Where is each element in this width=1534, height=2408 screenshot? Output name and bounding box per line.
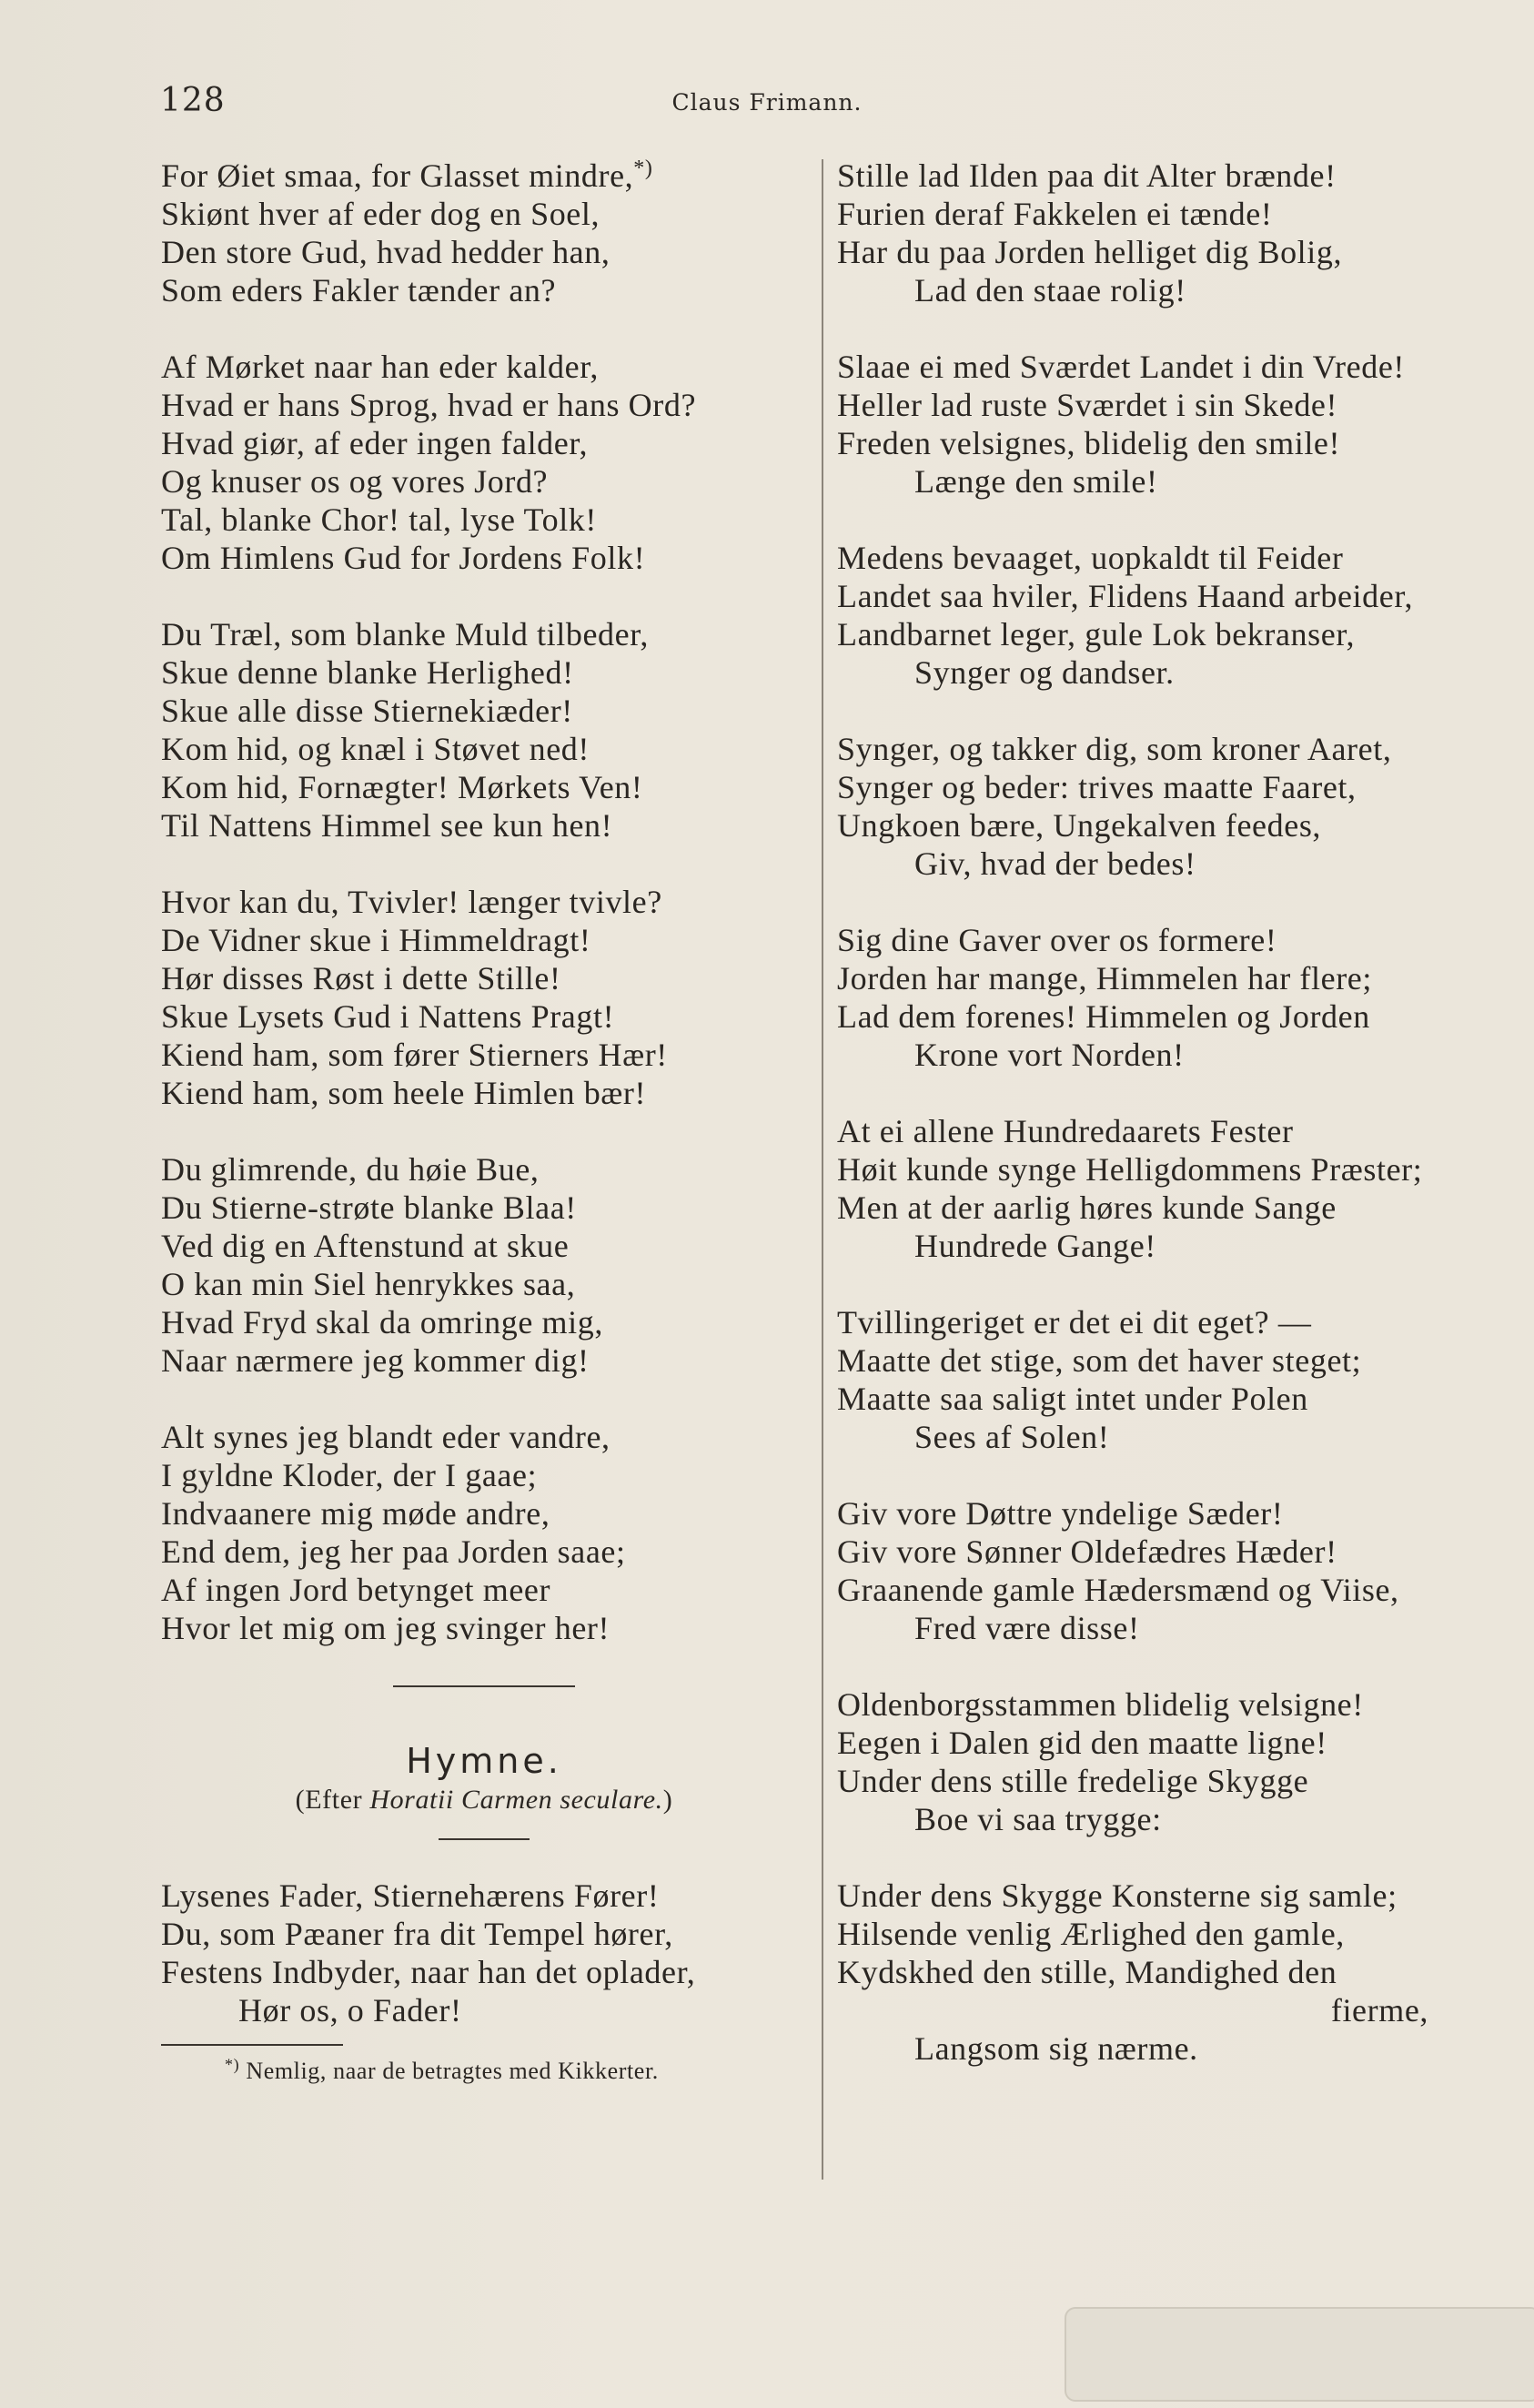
poem-line: Furien deraf Fakkelen ei tænde! bbox=[837, 196, 1273, 232]
poem-line: Kom hid, og knæl i Støvet ned! bbox=[161, 731, 590, 767]
poem-stanza bbox=[161, 883, 807, 1112]
poem-line: Høit kunde synge Helligdommens Præster; bbox=[837, 1151, 1423, 1188]
poem-line: Og knuser os og vores Jord? bbox=[161, 463, 549, 500]
poem-line: Synger, og takker dig, som kroner Aaret, bbox=[837, 731, 1392, 767]
column-divider bbox=[822, 159, 823, 2180]
running-head: Claus Frimann. bbox=[671, 89, 863, 116]
poem-stanza bbox=[161, 1150, 807, 1380]
poem-stanza bbox=[837, 1303, 1492, 1456]
poem-stanza bbox=[837, 539, 1492, 692]
poem-line: Jorden har mange, Himmelen har flere; bbox=[837, 960, 1372, 997]
poem-line: Hvad Fryd skal da omringe mig, bbox=[161, 1304, 603, 1341]
poem-line: Fred være disse! bbox=[914, 1610, 1140, 1646]
poem-line: Landbarnet leger, gule Lok bekranser, bbox=[837, 616, 1356, 653]
poem-line: Sig dine Gaver over os formere! bbox=[837, 922, 1277, 958]
poem-line: Giv vore Døttre yndelige Sæder! bbox=[837, 1495, 1284, 1532]
poem-line: Giv, hvad der bedes! bbox=[914, 845, 1196, 882]
poem-line: Kiend ham, som fører Stierners Hær! bbox=[161, 1037, 668, 1073]
page-number: 128 bbox=[160, 82, 226, 119]
poem-line: For Øiet smaa, for Glasset mindre,*) bbox=[161, 157, 653, 194]
poem-line: Slaae ei med Sværdet Landet i din Vrede! bbox=[837, 349, 1405, 385]
poem-line: Maatte saa saligt intet under Polen bbox=[837, 1381, 1308, 1417]
poem-stanza bbox=[837, 1877, 1492, 2068]
poem-stanza bbox=[161, 348, 807, 577]
poem-line: De Vidner skue i Himmeldragt! bbox=[161, 922, 591, 958]
poem-line: Hilsende venlig Ærlighed den gamle, bbox=[837, 1916, 1345, 1952]
poem-line: Hvor kan du, Tvivler! længer tvivle? bbox=[161, 884, 662, 920]
footnote: *) Nemlig, naar de betragtes med Kikkerter. bbox=[225, 2055, 659, 2084]
poem-line: Men at der aarlig høres kunde Sange bbox=[837, 1189, 1337, 1226]
footnote-rule bbox=[161, 2044, 343, 2046]
poem-line: Synger og dandser. bbox=[914, 654, 1175, 691]
hymn-stanza bbox=[161, 1877, 807, 2029]
poem-stanza bbox=[837, 730, 1492, 883]
poem-line: Stille lad Ilden paa dit Alter brænde! bbox=[837, 157, 1337, 194]
poem-line: Du Stierne-strøte blanke Blaa! bbox=[161, 1189, 577, 1226]
poem-line: At ei allene Hundredaarets Fester bbox=[837, 1113, 1294, 1149]
poem-line: Tal, blanke Chor! tal, lyse Tolk! bbox=[161, 501, 597, 538]
poem-line: Naar nærmere jeg kommer dig! bbox=[161, 1342, 590, 1379]
poem-line: Krone vort Norden! bbox=[914, 1037, 1185, 1073]
poem-line: Om Himlens Gud for Jordens Folk! bbox=[161, 540, 646, 576]
poem-line: Hvor let mig om jeg svinger her! bbox=[161, 1610, 611, 1646]
poem-line: Du Træl, som blanke Muld tilbeder, bbox=[161, 616, 649, 653]
poem-line: Ungkoen bære, Ungekalven feedes, bbox=[837, 807, 1322, 844]
library-stamp bbox=[1065, 2307, 1534, 2402]
poem-line: Maatte det stige, som det haver steget; bbox=[837, 1342, 1362, 1379]
poem-line: Skue denne blanke Herlighed! bbox=[161, 654, 574, 691]
poem-line: Kiend ham, som heele Himlen bær! bbox=[161, 1075, 647, 1111]
poem-line: Du, som Pæaner fra dit Tempel hører, bbox=[161, 1916, 673, 1952]
poem-line: Lysenes Fader, Stiernehærens Fører! bbox=[161, 1877, 660, 1914]
poem-stanza bbox=[837, 1112, 1492, 1265]
poem-line: Alt synes jeg blandt eder vandre, bbox=[161, 1419, 611, 1455]
poem-line: Graanende gamle Hædersmænd og Viise, bbox=[837, 1572, 1399, 1608]
poem-line: Hvad er hans Sprog, hvad er hans Ord? bbox=[161, 387, 697, 423]
poem-line: Som eders Fakler tænder an? bbox=[161, 272, 557, 309]
poem-line: Af Mørket naar han eder kalder, bbox=[161, 349, 599, 385]
poem-line: Heller lad ruste Sværdet i sin Skede! bbox=[837, 387, 1338, 423]
hymn-subtitle: (Efter Horatii Carmen seculare.) bbox=[295, 1785, 673, 1815]
poem-line: Den store Gud, hvad hedder han, bbox=[161, 234, 611, 270]
poem-line: Skue Lysets Gud i Nattens Pragt! bbox=[161, 998, 615, 1035]
right-column bbox=[837, 157, 1492, 2106]
poem-line: fierme, bbox=[1330, 1992, 1428, 2029]
poem-line: Medens bevaaget, uopkaldt til Feider bbox=[837, 540, 1344, 576]
poem-stanza bbox=[837, 157, 1492, 309]
poem-line: Landet saa hviler, Flidens Haand arbeider, bbox=[837, 578, 1414, 614]
poem-line: Skue alle disse Stiernekiæder! bbox=[161, 693, 573, 729]
poem-stanza bbox=[837, 348, 1492, 501]
poem-line: Under dens stille fredelige Skygge bbox=[837, 1763, 1309, 1799]
poem-line: Har du paa Jorden helliget dig Bolig, bbox=[837, 234, 1343, 270]
poem-line: Under dens Skygge Konsterne sig samle; bbox=[837, 1877, 1398, 1914]
poem-line: Lad dem forenes! Himmelen og Jorden bbox=[837, 998, 1370, 1035]
poem-line: Ved dig en Aftenstund at skue bbox=[161, 1228, 570, 1264]
poem-line: Af ingen Jord betynget meer bbox=[161, 1572, 551, 1608]
section-divider bbox=[393, 1685, 575, 1687]
poem-line: Hør disses Røst i dette Stille! bbox=[161, 960, 561, 997]
poem-line: Synger og beder: trives maatte Faaret, bbox=[837, 769, 1357, 805]
poem-stanza bbox=[837, 1494, 1492, 1647]
poem-line: O kan min Siel henrykkes saa, bbox=[161, 1266, 576, 1302]
poem-line: Oldenborgsstammen blidelig velsigne! bbox=[837, 1686, 1364, 1723]
hymn-title: Hymne. bbox=[406, 1741, 562, 1781]
poem-line: Indvaanere mig møde andre, bbox=[161, 1495, 550, 1532]
poem-line: Hør os, o Fader! bbox=[238, 1992, 462, 2029]
poem-line: Eegen i Dalen gid den maatte ligne! bbox=[837, 1725, 1327, 1761]
poem-line: Tvillingeriget er det ei dit eget? — bbox=[837, 1304, 1312, 1341]
poem-line: Boe vi saa trygge: bbox=[914, 1801, 1162, 1837]
poem-stanza bbox=[161, 615, 807, 845]
left-column bbox=[161, 157, 807, 2089]
poem-line: Sees af Solen! bbox=[914, 1419, 1110, 1455]
poem-line: I gyldne Kloder, der I gaae; bbox=[161, 1457, 538, 1493]
poem-stanza bbox=[161, 157, 807, 309]
poem-line: Festens Indbyder, naar han det oplader, bbox=[161, 1954, 696, 1990]
poem-line: Lad den staae rolig! bbox=[914, 272, 1186, 309]
poem-stanza bbox=[161, 1418, 807, 1647]
poem-stanza bbox=[837, 921, 1492, 1074]
poem-line: Kom hid, Fornægter! Mørkets Ven! bbox=[161, 769, 643, 805]
poem-line: Hvad giør, af eder ingen falder, bbox=[161, 425, 589, 461]
poem-line: End dem, jeg her paa Jorden saae; bbox=[161, 1533, 626, 1570]
poem-line: Længe den smile! bbox=[914, 463, 1158, 500]
footnote-marker: *) bbox=[633, 157, 653, 180]
poem-stanza bbox=[837, 1685, 1492, 1838]
poem-line: Freden velsignes, blidelig den smile! bbox=[837, 425, 1341, 461]
poem-line: Langsom sig nærme. bbox=[914, 2030, 1198, 2067]
poem-line: Du glimrende, du høie Bue, bbox=[161, 1151, 540, 1188]
poem-line: Kydskhed den stille, Mandighed den bbox=[837, 1954, 1337, 1990]
poem-line: Skiønt hver af eder dog en Soel, bbox=[161, 196, 600, 232]
poem-line: Til Nattens Himmel see kun hen! bbox=[161, 807, 613, 844]
poem-line: Giv vore Sønner Oldefædres Hæder! bbox=[837, 1533, 1337, 1570]
poem-line: Hundrede Gange! bbox=[914, 1228, 1156, 1264]
